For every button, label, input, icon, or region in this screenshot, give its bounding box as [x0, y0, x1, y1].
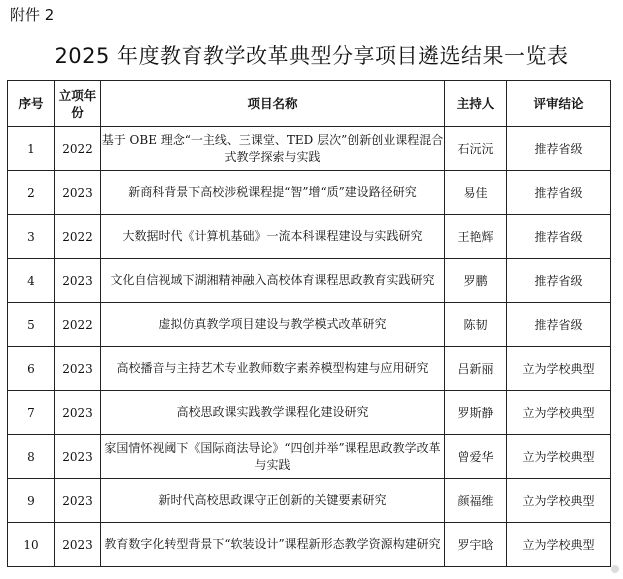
table-row	[8, 523, 611, 567]
row-host: 罗宇晗	[445, 523, 507, 567]
row-result: 立为学校典型	[507, 347, 611, 391]
header-year: 立项年份	[55, 81, 101, 127]
results-table	[7, 80, 611, 567]
header-index: 序号	[8, 81, 55, 127]
row-year: 2023	[55, 391, 101, 435]
row-index: 1	[8, 127, 55, 171]
row-year: 2023	[55, 171, 101, 215]
header-result: 评审结论	[507, 81, 611, 127]
row-host: 颜福维	[445, 479, 507, 523]
table-row	[8, 259, 611, 303]
row-year: 2022	[55, 127, 101, 171]
row-host: 陈韧	[445, 303, 507, 347]
row-year: 2022	[55, 215, 101, 259]
row-host: 曾爱华	[445, 435, 507, 479]
row-host: 石沅沅	[445, 127, 507, 171]
row-result: 推荐省级	[507, 259, 611, 303]
row-index: 3	[8, 215, 55, 259]
row-result: 立为学校典型	[507, 479, 611, 523]
header-project-name: 项目名称	[101, 81, 445, 127]
row-host: 易佳	[445, 171, 507, 215]
row-result: 推荐省级	[507, 215, 611, 259]
table-row	[8, 391, 611, 435]
row-project-name: 虚拟仿真教学项目建设与教学模式改革研究	[101, 303, 445, 347]
row-project-name: 新时代高校思政课守正创新的关键要素研究	[101, 479, 445, 523]
row-index: 8	[8, 435, 55, 479]
row-result: 立为学校典型	[507, 523, 611, 567]
row-result: 立为学校典型	[507, 391, 611, 435]
header-host: 主持人	[445, 81, 507, 127]
row-index: 9	[8, 479, 55, 523]
row-project-name: 教育数字化转型背景下“软装设计”课程新形态教学资源构建研究	[101, 523, 445, 567]
row-index: 5	[8, 303, 55, 347]
row-year: 2023	[55, 347, 101, 391]
row-host: 罗鹏	[445, 259, 507, 303]
row-result: 推荐省级	[507, 127, 611, 171]
row-year: 2023	[55, 435, 101, 479]
row-project-name: 高校播音与主持艺术专业教师数字素养模型构建与应用研究	[101, 347, 445, 391]
row-year: 2023	[55, 259, 101, 303]
annex-label: 附件 2	[10, 6, 55, 24]
table-header-row	[8, 81, 611, 127]
row-index: 2	[8, 171, 55, 215]
row-project-name: 高校思政课实践教学课程化建设研究	[101, 391, 445, 435]
row-result: 立为学校典型	[507, 435, 611, 479]
row-host: 罗斯静	[445, 391, 507, 435]
table-row	[8, 435, 611, 479]
resize-handle-dot	[611, 565, 619, 573]
row-project-name: 新商科背景下高校涉税课程提“智”增“质”建设路径研究	[101, 171, 445, 215]
table-row	[8, 479, 611, 523]
table-row	[8, 171, 611, 215]
row-project-name: 家国情怀视阈下《国际商法导论》“四创并举”课程思政教学改革与实践	[101, 435, 445, 479]
table-row	[8, 215, 611, 259]
row-host: 吕新丽	[445, 347, 507, 391]
row-year: 2023	[55, 479, 101, 523]
row-index: 4	[8, 259, 55, 303]
row-year: 2022	[55, 303, 101, 347]
row-result: 推荐省级	[507, 171, 611, 215]
row-project-name: 大数据时代《计算机基础》一流本科课程建设与实践研究	[101, 215, 445, 259]
table-row	[8, 303, 611, 347]
row-project-name: 基于 OBE 理念“一主线、三课堂、TED 层次”创新创业课程混合式教学探索与实践	[101, 127, 445, 171]
document-title: 2025 年度教育教学改革典型分享项目遴选结果一览表	[54, 44, 569, 68]
row-result: 推荐省级	[507, 303, 611, 347]
row-host: 王艳辉	[445, 215, 507, 259]
row-index: 10	[8, 523, 55, 567]
row-project-name: 文化自信视域下湖湘精神融入高校体育课程思政教育实践研究	[101, 259, 445, 303]
table-row	[8, 127, 611, 171]
row-index: 7	[8, 391, 55, 435]
row-year: 2023	[55, 523, 101, 567]
table-row	[8, 347, 611, 391]
row-index: 6	[8, 347, 55, 391]
